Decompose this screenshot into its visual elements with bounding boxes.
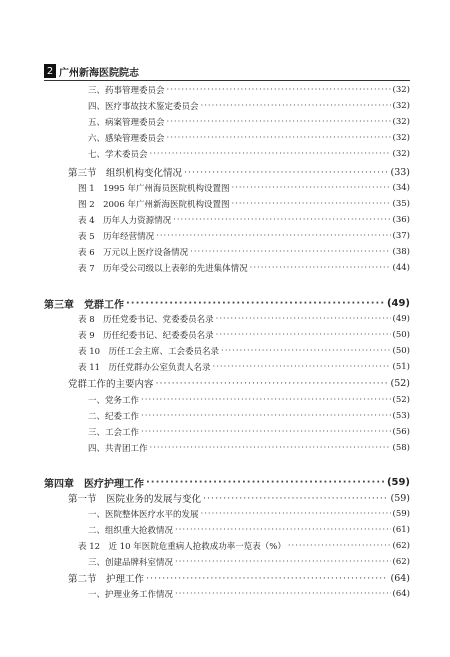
toc-entry-page: (37) (392, 231, 410, 241)
toc-entry-page: (59) (386, 476, 410, 488)
toc-entry-page: (61) (392, 525, 410, 535)
dot-leader (150, 149, 391, 159)
toc-entry-page: (44) (392, 263, 410, 273)
dot-leader (213, 362, 391, 372)
toc-entry (0, 182, 410, 194)
toc-entry-page: (52) (392, 395, 410, 405)
toc-entry (0, 262, 410, 274)
toc-entry (0, 476, 410, 488)
toc-entry (0, 426, 410, 438)
dot-leader (231, 183, 390, 193)
toc-entry-title: 表 5 历年经营情况 (78, 232, 155, 242)
toc-entry (0, 313, 410, 325)
toc-entry (0, 230, 410, 242)
toc-entry (0, 214, 410, 226)
toc-entry-page: (52) (390, 377, 410, 389)
toc-entry-title: 三、工会工作 (88, 428, 140, 438)
dot-leader (141, 427, 391, 437)
dot-leader (175, 557, 391, 567)
toc-entry (0, 198, 410, 210)
toc-entry (0, 166, 410, 178)
toc-entry-title: 第一节 医院业务的发展与变化 (68, 494, 202, 505)
dot-leader (173, 215, 390, 225)
dot-leader (150, 443, 391, 453)
toc-entry (0, 246, 410, 258)
toc-entry-title: 二、纪委工作 (88, 412, 140, 422)
toc-entry-title: 图 1 1995 年广州海员医院机构设置图 (78, 184, 230, 194)
toc-entry (0, 116, 410, 128)
dot-leader (167, 133, 391, 143)
page-number: 2 (44, 64, 56, 78)
toc-entry-page: (64) (392, 589, 410, 599)
toc-entry-page: (32) (392, 85, 410, 95)
toc-entry-page: (32) (392, 133, 410, 143)
dot-leader (216, 314, 391, 324)
toc-entry-title: 表 9 历任纪委书记、纪委委员名录 (78, 331, 214, 341)
dot-leader (126, 298, 385, 309)
dot-leader (250, 263, 391, 273)
toc-entry-page: (59) (390, 492, 410, 504)
toc-entry-title: 一、护理业务工作情况 (88, 590, 174, 600)
toc-entry-page: (32) (392, 149, 410, 159)
running-header (44, 64, 139, 78)
toc-entry-title: 表 11 历任党群办公室负责人名录 (78, 363, 211, 373)
dot-leader (141, 411, 391, 421)
book-title: 广州新海医院院志 (59, 67, 139, 79)
dot-leader (190, 247, 390, 257)
toc-entry (0, 84, 410, 96)
toc-entry-page: (64) (390, 572, 410, 584)
toc-entry-page: (32) (392, 101, 410, 111)
toc-entry-page: (50) (392, 346, 410, 356)
toc-entry (0, 297, 410, 309)
toc-entry (0, 442, 410, 454)
toc-entry-page: (58) (392, 443, 410, 453)
header-rule (44, 80, 410, 81)
toc-entry-title: 党群工作的主要内容 (68, 379, 154, 390)
toc-entry-title: 表 7 历年受公司级以上表彰的先进集体情况 (78, 264, 248, 274)
toc-entry (0, 572, 410, 584)
dot-leader (156, 378, 389, 389)
toc-entry (0, 148, 410, 160)
dot-leader (167, 85, 391, 95)
toc-entry (0, 410, 410, 422)
toc-entry-title: 三、药事管理委员会 (88, 86, 165, 96)
toc-entry-title: 二、组织重大抢救情况 (88, 526, 174, 536)
toc-entry (0, 100, 410, 112)
toc-entry (0, 524, 410, 536)
toc-entry-title: 三、创建品牌科室情况 (88, 558, 174, 568)
dot-leader (203, 493, 388, 504)
toc-entry-page: (33) (390, 166, 410, 178)
toc-entry-title: 第四章 医疗护理工作 (44, 478, 144, 490)
toc-entry-title: 第三章 党群工作 (44, 299, 124, 311)
dot-leader (167, 117, 391, 127)
toc-entry-page: (49) (386, 297, 410, 309)
dot-leader (156, 231, 390, 241)
toc-entry (0, 132, 410, 144)
toc-entry-page: (38) (392, 247, 410, 257)
dot-leader (175, 589, 391, 599)
toc-entry-page: (62) (392, 557, 410, 567)
toc-entry-title: 七、学术委员会 (88, 150, 148, 160)
dot-leader (201, 509, 391, 519)
toc-entry-title: 六、感染管理委员会 (88, 134, 165, 144)
toc-entry-page: (53) (392, 411, 410, 421)
toc-entry-title: 表 10 历任工会主席、工会委员名录 (78, 347, 220, 357)
dot-leader (201, 101, 391, 111)
dot-leader (221, 346, 391, 356)
toc-entry-page: (62) (392, 541, 410, 551)
toc-entry-title: 表 12 近 10 年医院危重病人抢救成功率一览表（%） (78, 542, 286, 552)
dot-leader (146, 573, 388, 584)
toc-entry-title: 一、医院整体医疗水平的发展 (88, 510, 199, 520)
toc-entry-title: 四、共青团工作 (88, 444, 148, 454)
toc-entry-page: (59) (392, 509, 410, 519)
toc-entry-title: 表 8 历任党委书记、党委委员名录 (78, 315, 214, 325)
toc-entry (0, 361, 410, 373)
toc-entry-title: 第二节 护理工作 (68, 574, 145, 585)
toc-entry-title: 表 4 历年人力资源情况 (78, 216, 172, 226)
toc-entry (0, 329, 410, 341)
toc-entry (0, 345, 410, 357)
dot-leader (146, 477, 385, 488)
toc-entry-page: (56) (392, 427, 410, 437)
toc-entry (0, 540, 410, 552)
toc-entry-title: 一、党务工作 (88, 396, 140, 406)
toc-entry-page: (35) (392, 199, 410, 209)
toc-entry (0, 588, 410, 600)
toc-entry-title: 四、医疗事故技术鉴定委员会 (88, 102, 199, 112)
toc-entry-page: (50) (392, 330, 410, 340)
toc-entry-page: (51) (392, 362, 410, 372)
toc-entry-title: 第三节 组织机构变化情况 (68, 168, 183, 179)
toc-entry-page: (34) (392, 183, 410, 193)
toc-entry-title: 图 2 2006 年广州新海医院机构设置图 (78, 200, 230, 210)
dot-leader (216, 330, 391, 340)
toc-entry (0, 556, 410, 568)
toc-entry-page: (49) (392, 314, 410, 324)
dot-leader (141, 395, 391, 405)
toc-entry-title: 五、病案管理委员会 (88, 118, 165, 128)
dot-leader (175, 525, 391, 535)
toc-entry (0, 377, 410, 389)
toc-entry (0, 508, 410, 520)
dot-leader (184, 167, 388, 178)
toc-entry-title: 表 6 万元以上医疗设备情况 (78, 248, 189, 258)
toc-entry (0, 492, 410, 504)
toc-entry (0, 394, 410, 406)
dot-leader (288, 541, 391, 551)
toc-entry-page: (32) (392, 117, 410, 127)
toc-entry-page: (36) (392, 215, 410, 225)
dot-leader (231, 199, 390, 209)
